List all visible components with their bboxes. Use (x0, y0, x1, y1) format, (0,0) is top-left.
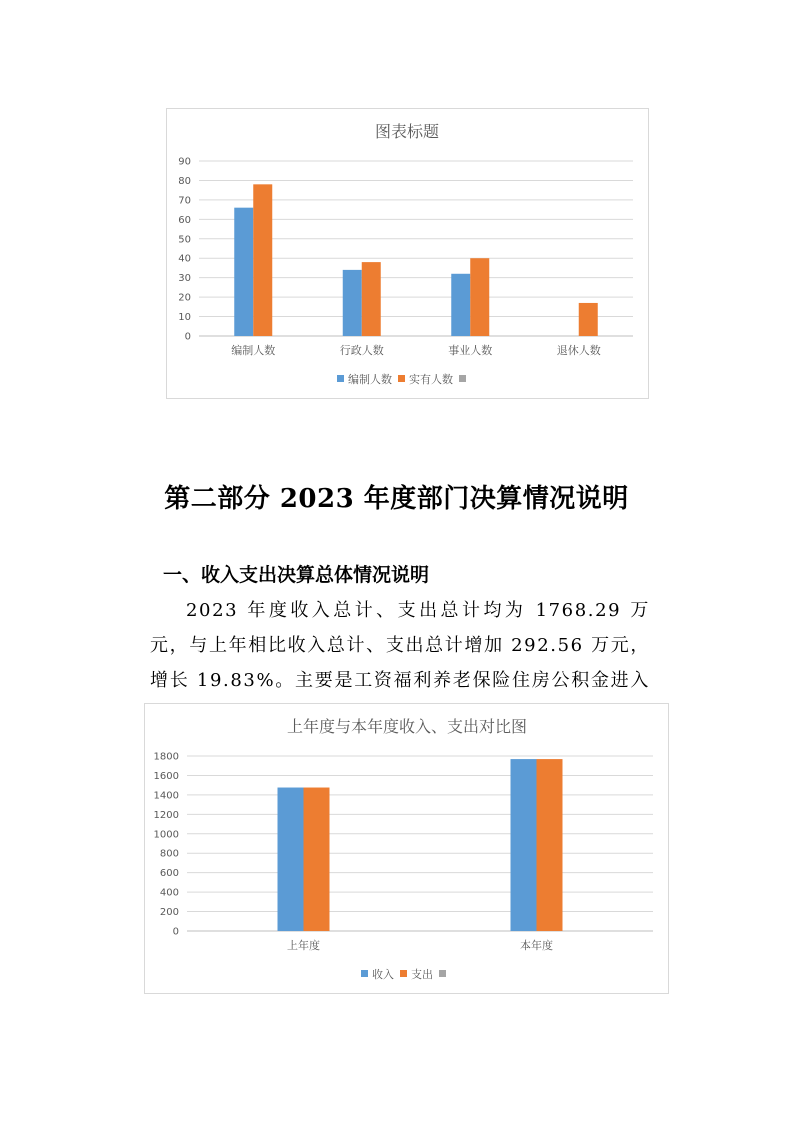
legend-label: 收入 (372, 968, 394, 981)
legend-label: 支出 (411, 968, 433, 981)
staff-chart (166, 108, 649, 399)
bar-实有人数-退休人数 (579, 303, 598, 336)
bar-编制人数-行政人数 (343, 270, 362, 336)
legend-label: 编制人数 (348, 373, 392, 386)
chart-title: 图表标题 (374, 122, 440, 141)
y-tick-label: 200 (159, 907, 179, 919)
y-tick-label: 0 (184, 331, 191, 343)
legend-label: 实有人数 (409, 373, 453, 386)
category-label: 行政人数 (339, 344, 384, 357)
bar-支出-上年度 (304, 788, 330, 931)
y-tick-label: 10 (178, 312, 191, 324)
y-tick-label: 1000 (153, 829, 179, 841)
category-label: 编制人数 (231, 344, 276, 357)
y-tick-label: 80 (178, 175, 191, 187)
y-tick-label: 60 (178, 214, 191, 226)
bar-收入-本年度 (511, 759, 537, 931)
category-label: 上年度 (287, 939, 320, 952)
category-label: 本年度 (520, 939, 553, 952)
subsection-heading: 一、收入支出决算总体情况说明 (163, 564, 430, 586)
staff-chart-svg (167, 109, 648, 398)
y-tick-label: 400 (159, 887, 179, 899)
section-title: 第二部分 2023 年度部门决算情况说明 (164, 484, 629, 514)
legend-swatch (459, 375, 466, 382)
legend-swatch (400, 970, 407, 977)
y-tick-label: 800 (159, 848, 179, 860)
bar-支出-本年度 (537, 759, 563, 931)
legend-swatch (439, 970, 446, 977)
y-tick-label: 1200 (153, 809, 179, 821)
y-tick-label: 1800 (153, 751, 179, 763)
y-tick-label: 600 (159, 868, 179, 880)
y-tick-label: 20 (178, 292, 191, 304)
y-tick-label: 50 (178, 234, 191, 246)
bar-编制人数-编制人数 (234, 208, 253, 336)
bar-实有人数-事业人数 (470, 258, 489, 336)
bar-实有人数-编制人数 (253, 184, 272, 336)
category-label: 退休人数 (556, 344, 601, 357)
bar-编制人数-事业人数 (451, 274, 470, 336)
bar-收入-上年度 (278, 788, 304, 931)
y-tick-label: 0 (172, 926, 179, 938)
y-tick-label: 40 (178, 253, 191, 265)
y-tick-label: 70 (178, 195, 191, 207)
bar-实有人数-行政人数 (362, 262, 381, 336)
y-tick-label: 90 (178, 156, 191, 168)
summary-paragraph: 2023 年度收入总计、支出总计均为 1768.29 万元，与上年相比收入总计、支出总计增加 292.56 万元，增长 19.83%。主要是工资福利养老保险住房公积金进入 (150, 600, 650, 691)
legend-swatch (361, 970, 368, 977)
y-tick-label: 1600 (153, 770, 179, 782)
y-tick-label: 1400 (153, 790, 179, 802)
y-tick-label: 30 (178, 273, 191, 285)
chart-title: 上年度与本年度收入、支出对比图 (286, 717, 528, 736)
legend-swatch (398, 375, 405, 382)
category-label: 事业人数 (448, 344, 493, 357)
income-expense-chart-svg (145, 704, 668, 993)
income-expense-chart (144, 703, 669, 994)
legend-swatch (337, 375, 344, 382)
